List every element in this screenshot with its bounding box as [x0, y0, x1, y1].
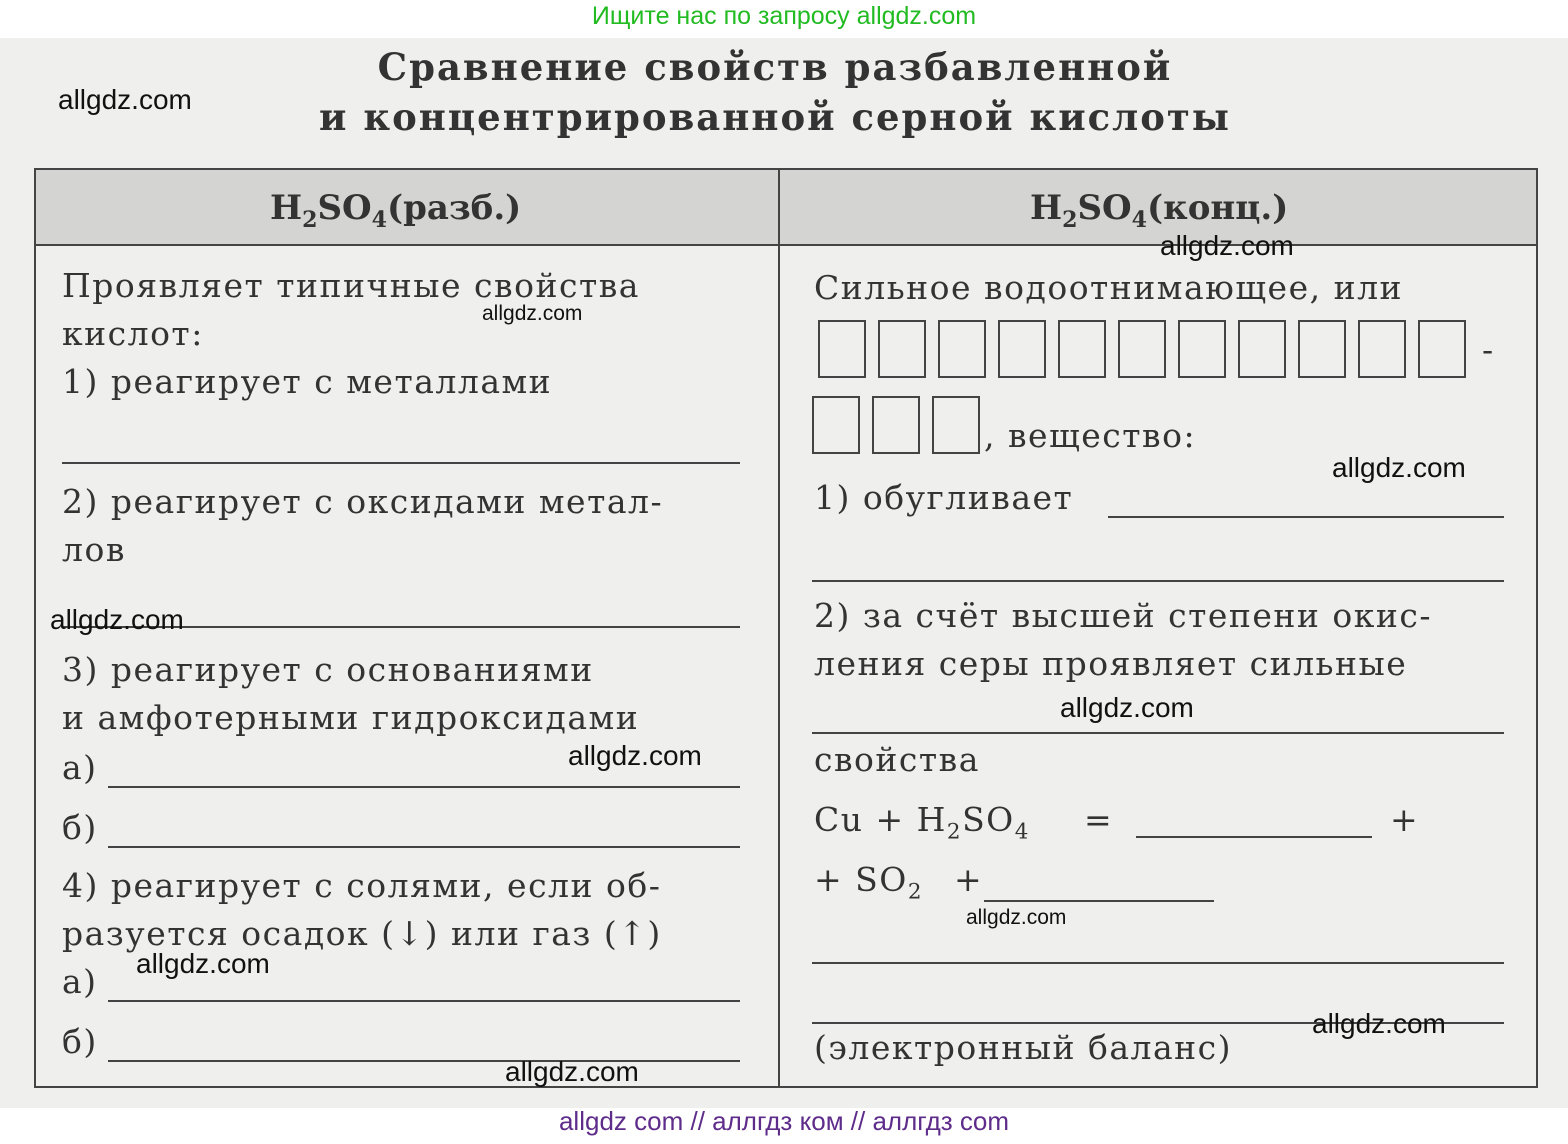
answer-line-bases-a[interactable] — [108, 786, 740, 788]
left-item-3a: 3) реагирует с основаниями — [62, 650, 594, 689]
right-item-1: 1) обугливает — [814, 478, 1074, 517]
letter-box[interactable] — [1298, 320, 1346, 378]
left-item-2b: лов — [62, 530, 126, 569]
label-3b: б) — [62, 808, 98, 847]
watermark: allgdz.com — [1312, 1008, 1446, 1039]
substance-label: , вещество: — [984, 416, 1197, 455]
right-item-2b: ления серы проявляет сильные — [814, 644, 1408, 683]
answer-line-chars-2[interactable] — [812, 580, 1504, 582]
left-intro-1: Проявляет типичные свойства — [62, 266, 640, 305]
answer-line-balance-1[interactable] — [812, 962, 1504, 964]
letter-box[interactable] — [998, 320, 1046, 378]
title-line-1: Сравнение свойств разбавленной — [377, 45, 1173, 89]
watermark: allgdz.com — [1160, 230, 1294, 261]
label-3a: а) — [62, 748, 98, 787]
header-dilute: $H_2SO_4(разб.)$ — [270, 188, 522, 233]
letter-box[interactable] — [872, 396, 920, 454]
label-4b: б) — [62, 1022, 98, 1061]
watermark: allgdz.com — [58, 84, 192, 115]
watermark: allgdz.com — [1332, 452, 1466, 483]
watermark: allgdz.com — [50, 604, 184, 635]
watermark: allgdz.com — [966, 906, 1067, 929]
left-item-4b: разуется осадок (↓) или газ (↑) — [62, 914, 662, 953]
answer-line-salts-b[interactable] — [108, 1060, 740, 1062]
letter-box[interactable] — [938, 320, 986, 378]
watermark: allgdz.com — [505, 1056, 639, 1087]
answer-line-product-2[interactable] — [984, 900, 1214, 902]
answer-line-metals[interactable] — [62, 462, 740, 464]
watermark: allgdz.com — [136, 948, 270, 979]
left-item-3b: и амфотерными гидроксидами — [62, 698, 640, 737]
watermark: allgdz.com — [1060, 692, 1194, 723]
left-item-2a: 2) реагирует с оксидами метал- — [62, 482, 664, 521]
watermark: allgdz.com — [568, 740, 702, 771]
answer-line-chars[interactable] — [1108, 516, 1504, 518]
right-intro: Сильное водоотнимающее, или — [814, 268, 1404, 307]
letter-box[interactable] — [1178, 320, 1226, 378]
answer-line-salts-a[interactable] — [108, 1000, 740, 1002]
letter-box[interactable] — [1418, 320, 1466, 378]
equation-line-1: $Cu + H_2SO_4$ — [814, 800, 1030, 845]
column-divider — [778, 170, 780, 1086]
equation-plus: + — [1390, 800, 1420, 839]
title-line-2: и концентрированной серной кислоты — [319, 95, 1231, 139]
letter-box[interactable] — [932, 396, 980, 454]
left-item-1: 1) реагирует с металлами — [62, 362, 553, 401]
letter-box[interactable] — [1238, 320, 1286, 378]
page-title — [250, 42, 1300, 142]
equation-equals: = — [1084, 800, 1114, 839]
letter-box[interactable] — [1058, 320, 1106, 378]
letter-box[interactable] — [878, 320, 926, 378]
right-balance-label: (электронный баланс) — [814, 1028, 1232, 1067]
label-4a: а) — [62, 962, 98, 1001]
answer-line-product-1[interactable] — [1136, 836, 1372, 838]
watermark: allgdz.com — [482, 302, 583, 325]
letter-box[interactable] — [1118, 320, 1166, 378]
letter-box[interactable] — [812, 396, 860, 454]
answer-line-oxidizing[interactable] — [812, 732, 1504, 734]
top-banner[interactable]: Ищите нас по запросу allgdz.com — [591, 2, 977, 30]
equation-line-2: + $SO_2$ — [814, 860, 923, 905]
hyphen: - — [1482, 330, 1495, 369]
letter-box[interactable] — [818, 320, 866, 378]
equation-plus-2: + — [954, 860, 984, 899]
letter-box[interactable] — [1358, 320, 1406, 378]
footer-links[interactable]: allgdz com // аллгдз ком // аллгдз com — [558, 1106, 1010, 1136]
right-props: свойства — [814, 740, 980, 779]
answer-line-bases-b[interactable] — [108, 846, 740, 848]
right-item-2a: 2) за счёт высшей степени окис- — [814, 596, 1433, 635]
table-header-row — [36, 170, 1536, 246]
left-intro-2: кислот: — [62, 314, 204, 353]
left-item-4a: 4) реагирует с солями, если об- — [62, 866, 662, 905]
header-concentrated: $H_2SO_4(конц.)$ — [1030, 188, 1289, 233]
